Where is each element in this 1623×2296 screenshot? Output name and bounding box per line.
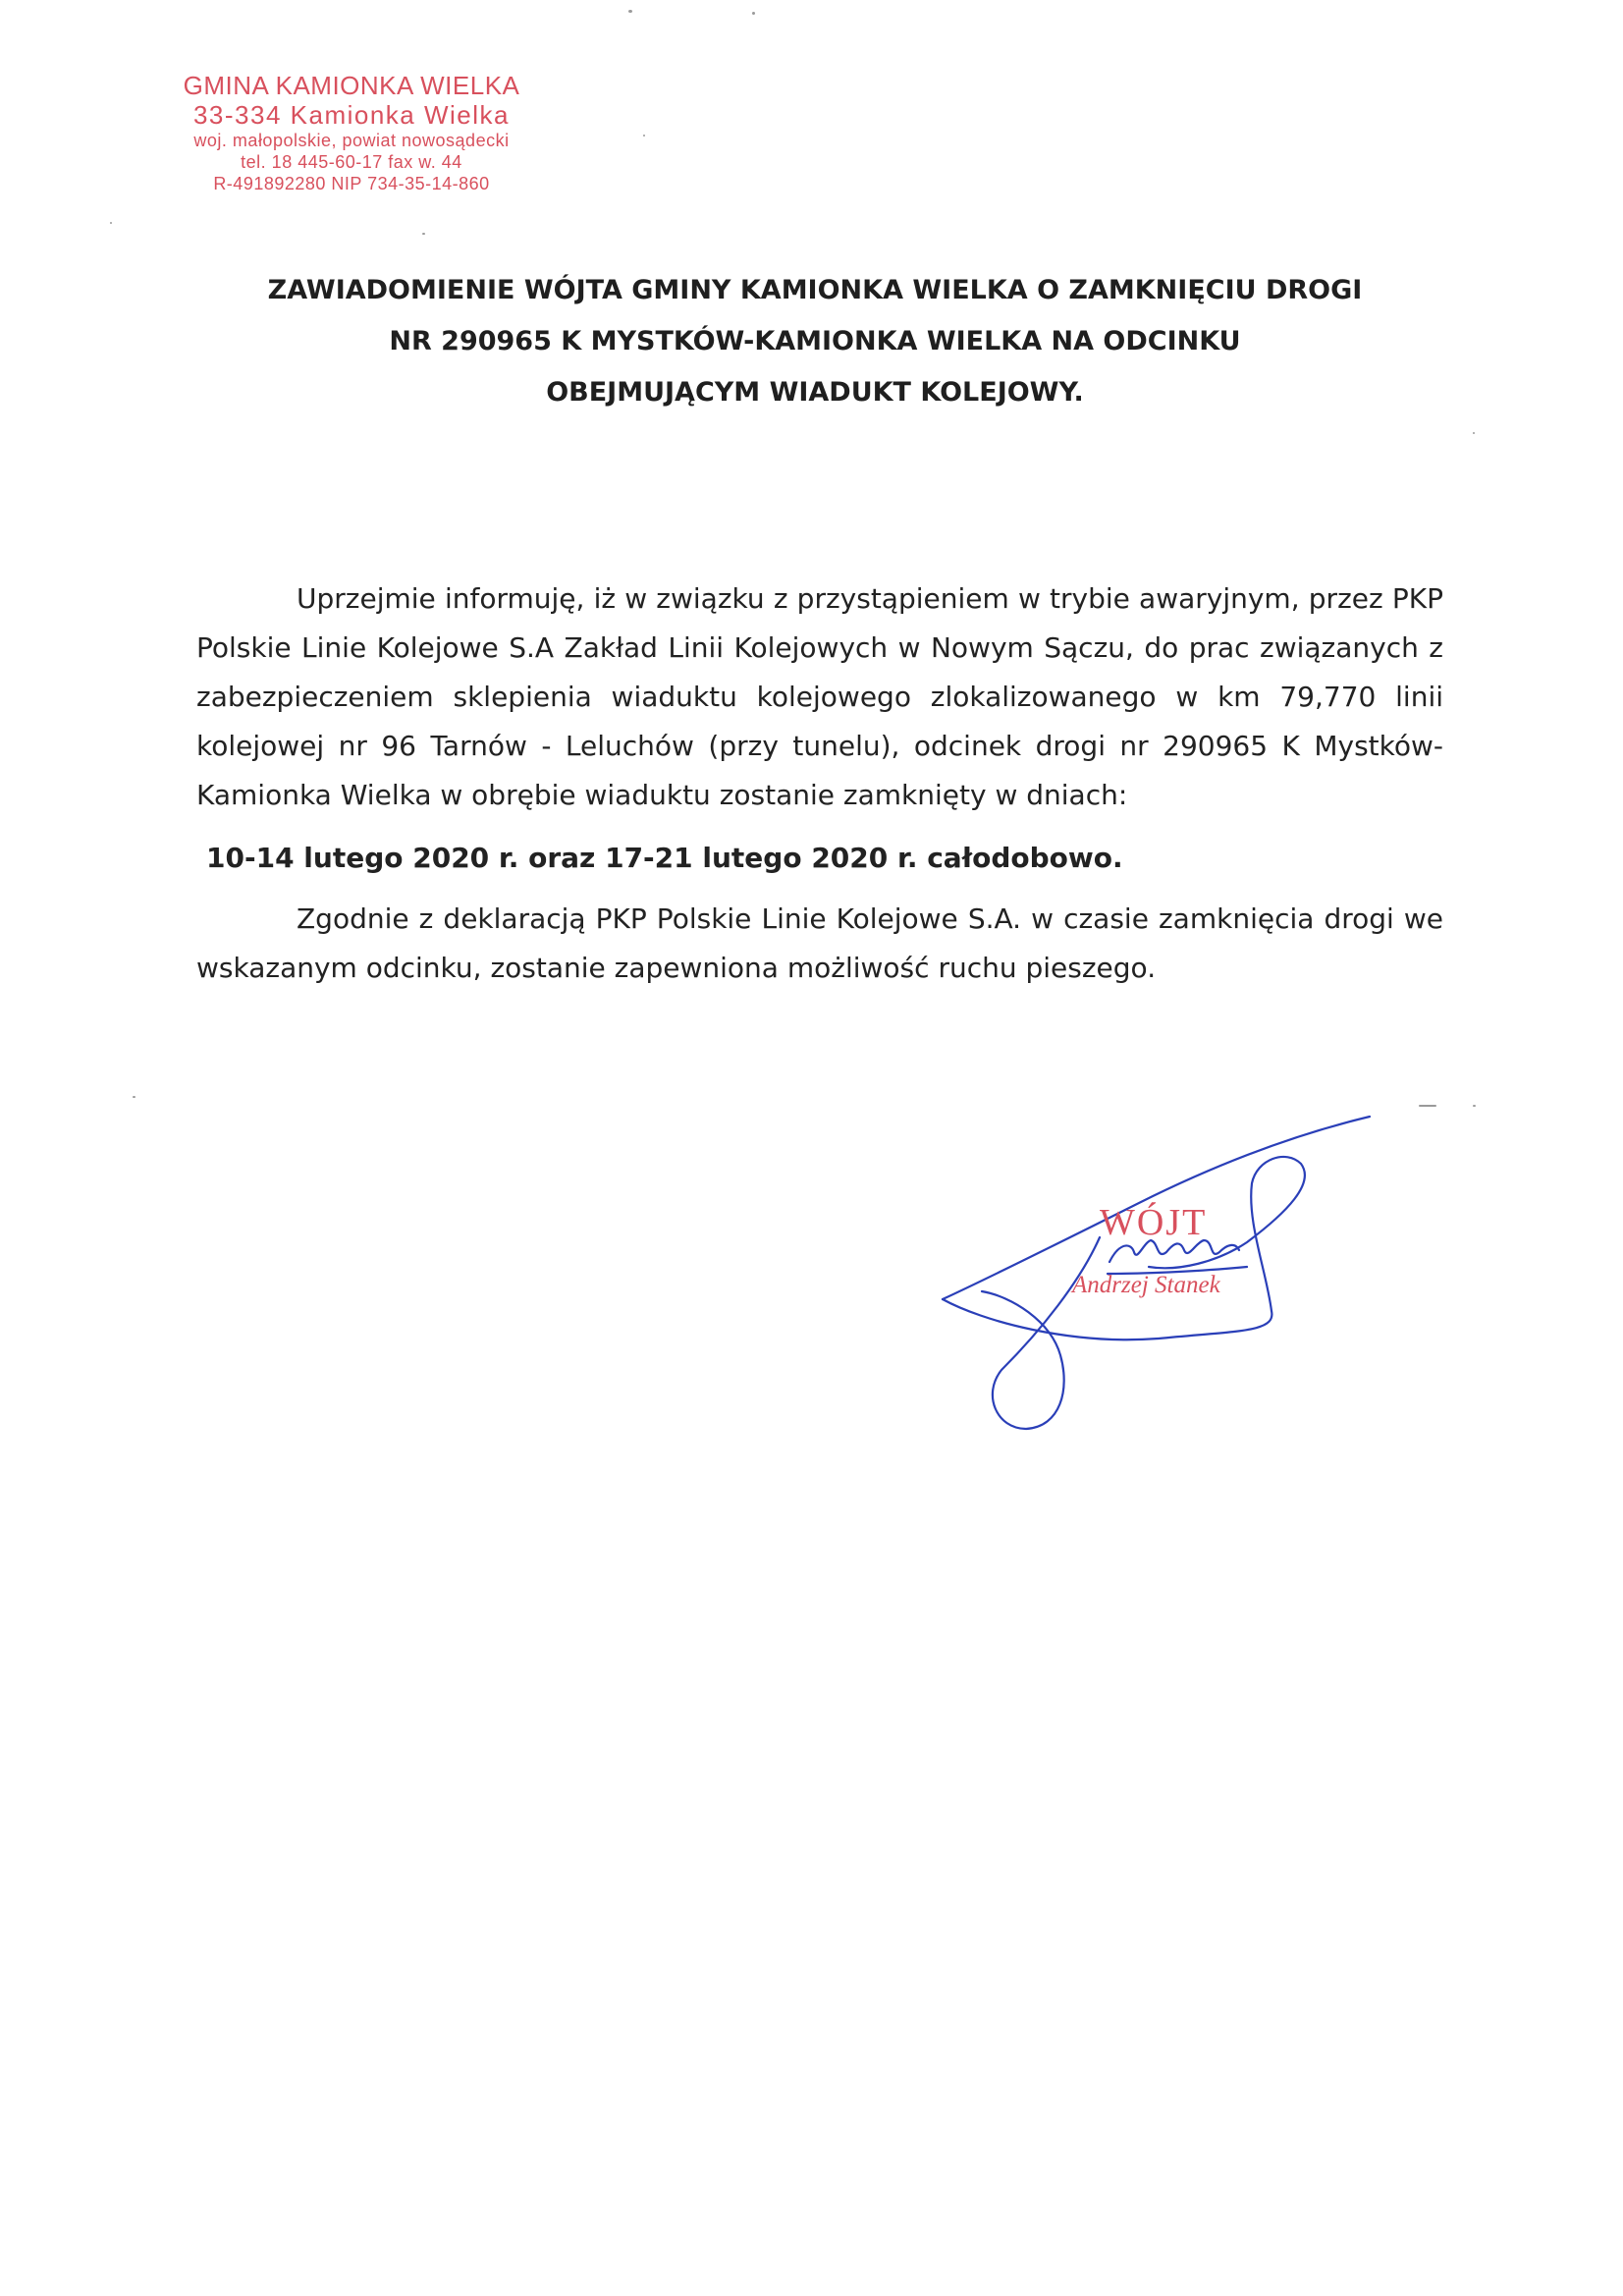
scan-speck	[1473, 1105, 1476, 1107]
letterhead-region: woj. małopolskie, powiat nowosądecki	[193, 131, 510, 150]
scan-speck	[133, 1096, 135, 1098]
scan-speck	[628, 10, 632, 13]
body-paragraph-pedestrian: Zgodnie z deklaracją PKP Polskie Linie Kolejowe S.A. w czasie zamknięcia drogi we wskazanym odcinku, zostanie zapewniona możliwość ruchu pieszego.	[196, 902, 1443, 984]
letterhead-registry-numbers: R-491892280 NIP 734-35-14-860	[213, 174, 490, 193]
title-line-3: OBEJMUJĄCYM WIADUKT KOLEJOWY.	[546, 377, 1084, 408]
scan-speck	[110, 222, 112, 224]
body-paragraph-notice: Uprzejmie informuję, iż w związku z przystąpieniem w trybie awaryjnym, przez PKP Polskie Linie Kolejowe S.A Zakład Linii Kolejowych w Nowym Sączu, do prac związanych z zabezpieczeniem sklepienia wiaduktu kolejowego zlokalizowanego w km 79,770 linii kolejowej nr 96 Tarnów - Leluchów (przy tunelu), odcinek drogi nr 290965 K Mystków-Kamionka Wielka w obrębie wiaduktu zostanie zamknięty w dniach:	[196, 582, 1443, 811]
document-title	[147, 265, 1483, 418]
scan-speck	[1419, 1105, 1436, 1107]
letterhead-stamp	[155, 71, 548, 194]
scan-speck	[1473, 432, 1475, 434]
signature-stamp-name: Andrzej Stanek	[1072, 1272, 1220, 1298]
title-line-2: NR 290965 K MYSTKÓW-KAMIONKA WIELKA NA ODCINKU	[389, 326, 1241, 356]
letterhead-municipality: GMINA KAMIONKA WIELKA	[183, 71, 520, 100]
scan-speck	[752, 12, 755, 15]
closure-dates: 10-14 lutego 2020 r. oraz 17-21 lutego 2020 r. całodobowo.	[206, 842, 1123, 874]
letterhead-postal-address: 33-334 Kamionka Wielka	[192, 100, 511, 130]
signature-block	[923, 1105, 1473, 1444]
scan-speck	[643, 135, 645, 137]
document-body	[196, 574, 1443, 993]
scan-speck	[422, 233, 425, 235]
signature-stamp-title: WÓJT	[1100, 1202, 1208, 1243]
letterhead-phone: tel. 18 445-60-17 fax w. 44	[241, 152, 462, 172]
title-line-1: ZAWIADOMIENIE WÓJTA GMINY KAMIONKA WIELKA O ZAMKNIĘCIU DROGI	[267, 275, 1363, 305]
